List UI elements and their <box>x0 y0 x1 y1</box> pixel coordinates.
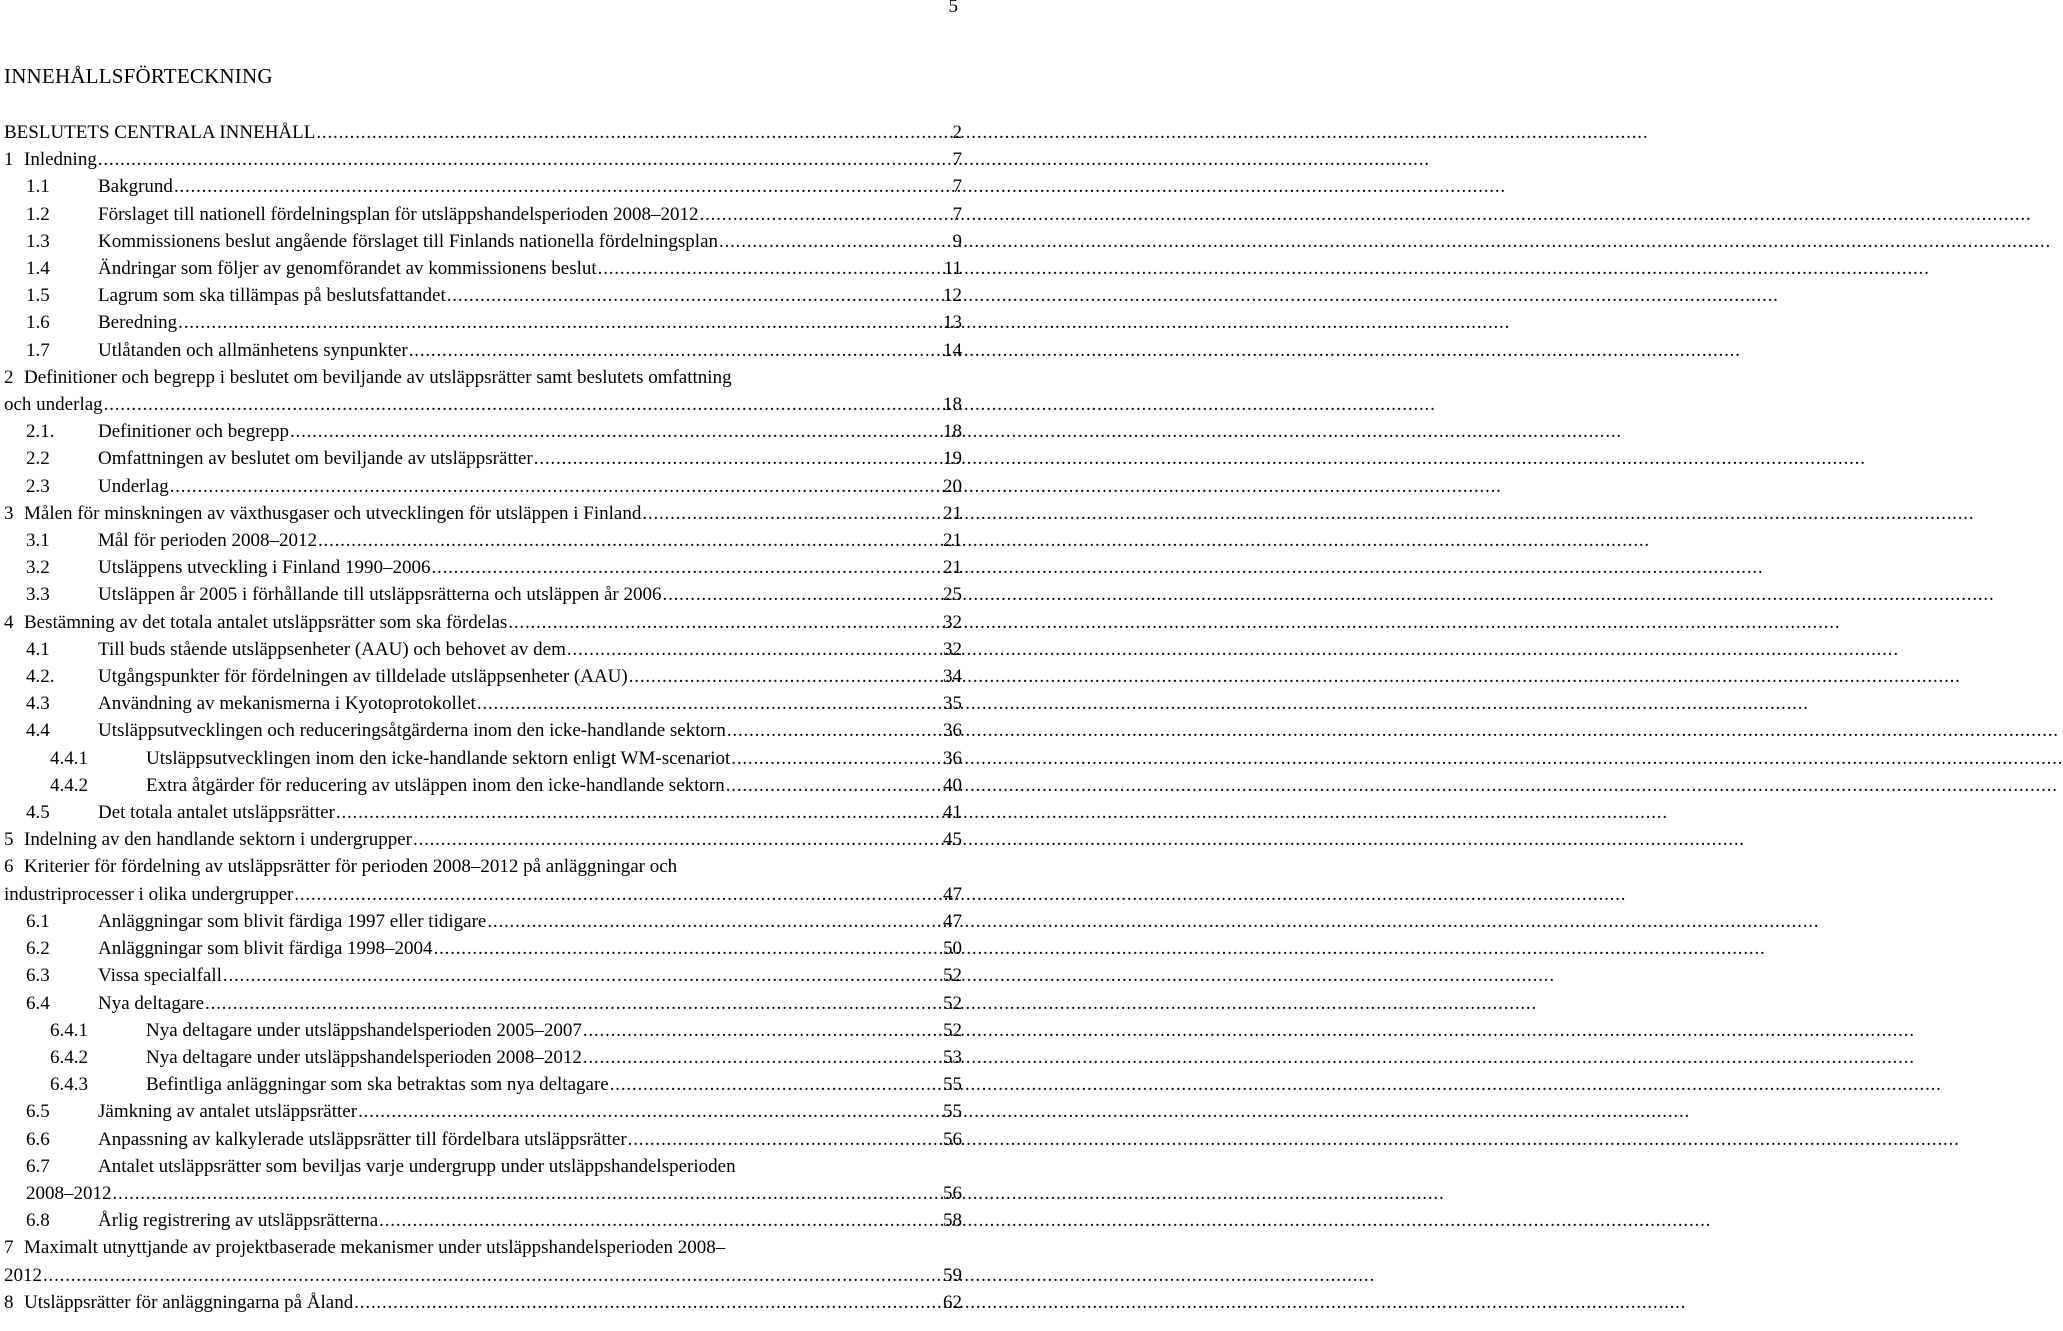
toc-entry[interactable] <box>4 962 962 989</box>
toc-entry[interactable] <box>4 636 962 663</box>
table-of-contents <box>4 119 962 1316</box>
toc-entry-title: Nya deltagare under utsläppshandelsperioden 2005–2007 <box>146 1019 582 1041</box>
toc-entry[interactable] <box>4 1207 962 1234</box>
toc-entry-title: Användning av mekanismerna i Kyotoprotokollet <box>98 693 476 715</box>
toc-entry-number: 7 <box>4 1237 14 1259</box>
toc-entry-title: Jämkning av antalet utsläppsrätter <box>98 1101 358 1123</box>
dot-leader <box>290 418 942 445</box>
toc-entry-title: Anläggningar som blivit färdiga 1998–2004 <box>98 938 433 960</box>
toc-heading: INNEHÅLLSFÖRTECKNING <box>4 64 273 88</box>
toc-entry-title-continued: och underlag <box>4 394 103 416</box>
toc-entry-title: BESLUTETS CENTRALA INNEHÅLL <box>4 122 316 143</box>
toc-entry[interactable] <box>4 228 962 255</box>
toc-entry-page: 36 <box>943 747 962 769</box>
dot-leader <box>434 935 942 962</box>
toc-entry-title: Maximalt utnyttjande av projektbaserade mekanismer under utsläppshandelsperioden 2008– <box>24 1237 726 1259</box>
toc-entry-title: Utsläppsutvecklingen inom den icke-handlande sektorn enligt WM-scenariot <box>146 747 731 769</box>
toc-entry[interactable] <box>4 581 962 608</box>
toc-entry[interactable] <box>4 1153 962 1207</box>
toc-entry-title: Det totala antalet utsläppsrätter <box>98 802 335 824</box>
toc-entry-page: 52 <box>943 1019 962 1041</box>
toc-entry-page: 47 <box>943 883 962 905</box>
toc-entry[interactable] <box>4 337 962 364</box>
toc-entry-page: 25 <box>943 584 962 606</box>
toc-entry-page: 32 <box>943 611 962 633</box>
toc-entry-title: Befintliga anläggningar som ska betraktas som nya deltagare <box>146 1074 609 1096</box>
toc-entry-title: Ändringar som följer av genomförandet av kommissionens beslut <box>98 258 597 280</box>
toc-entry-number: 1.3 <box>26 230 50 252</box>
dot-leader <box>628 1126 942 1153</box>
toc-entry-title: Utsläppsutvecklingen och reduceringsåtgärderna inom den icke-handlande sektorn <box>98 720 726 742</box>
dot-leader <box>727 717 942 744</box>
toc-entry-page: 21 <box>943 502 962 524</box>
dot-leader <box>354 1289 942 1316</box>
toc-entry-page: 19 <box>943 448 962 470</box>
toc-entry-number: 3.3 <box>26 584 50 606</box>
toc-entry-title: Nya deltagare <box>98 992 205 1014</box>
toc-entry-number: 6.4.1 <box>50 1019 88 1041</box>
toc-entry-page: 56 <box>943 1128 962 1150</box>
dot-leader <box>508 609 942 636</box>
toc-entry-number: 3.2 <box>26 557 50 579</box>
toc-entry-title: Definitioner och begrepp <box>98 421 289 443</box>
toc-entry-title: Omfattningen av beslutet om beviljande av utsläppsrätter <box>98 448 533 470</box>
toc-entry-page: 21 <box>943 530 962 552</box>
toc-entry-page: 21 <box>943 557 962 579</box>
toc-entry-title: Utsläppen år 2005 i förhållande till utsläppsrätterna och utsläppen år 2006 <box>98 584 662 606</box>
toc-entry-title: Förslaget till nationell fördelningsplan för utsläppshandelsperioden 2008–2012 <box>98 203 699 225</box>
toc-entry-page: 14 <box>943 339 962 361</box>
dot-leader <box>726 772 942 799</box>
toc-entry-page: 35 <box>943 693 962 715</box>
toc-entry-number: 4.4.1 <box>50 747 88 769</box>
toc-entry-title: Inledning <box>24 149 97 171</box>
toc-entry-page: 40 <box>943 774 962 796</box>
toc-entry-number: 4.5 <box>26 802 50 824</box>
toc-entry-title: Målen för minskningen av växthusgaser och utvecklingen för utsläppen i Finland <box>24 502 642 524</box>
page-number: 5 <box>948 0 958 17</box>
toc-entry-title: Anpassning av kalkylerade utsläppsrätter till fördelbara utsläppsrätter <box>98 1128 627 1150</box>
dot-leader <box>477 690 942 717</box>
toc-entry-title: Lagrum som ska tillämpas på beslutsfattandet <box>98 285 446 307</box>
toc-entry-number: 1.6 <box>26 312 50 334</box>
toc-entry-title: Beredning <box>98 312 178 334</box>
toc-entry-title-continued: industriprocesser i olika undergrupper <box>4 883 294 905</box>
toc-entry[interactable] <box>4 500 962 527</box>
toc-entry-number: 6.8 <box>26 1210 50 1232</box>
dot-leader <box>642 500 942 527</box>
toc-entry-number: 6.5 <box>26 1101 50 1123</box>
toc-entry[interactable] <box>4 1017 962 1044</box>
toc-entry-title: Mål för perioden 2008–2012 <box>98 530 317 552</box>
dot-leader <box>205 990 942 1017</box>
toc-entry-page: 55 <box>943 1101 962 1123</box>
dot-leader <box>719 228 951 255</box>
dot-leader <box>178 309 942 336</box>
toc-entry-title: Underlag <box>98 475 169 497</box>
dot-leader <box>379 1207 942 1234</box>
toc-entry[interactable] <box>4 255 962 282</box>
toc-entry-page: 13 <box>943 312 962 334</box>
toc-entry-number: 1.1 <box>26 176 50 198</box>
toc-entry[interactable] <box>4 1098 962 1125</box>
dot-leader <box>629 663 942 690</box>
toc-entry-title: Indelning av den handlande sektorn i undergrupper <box>24 829 412 851</box>
toc-entry[interactable] <box>4 282 962 309</box>
dot-leader <box>731 745 942 772</box>
toc-entry[interactable] <box>4 690 962 717</box>
toc-entry[interactable] <box>4 119 962 146</box>
dot-leader <box>534 445 942 472</box>
toc-entry[interactable] <box>4 473 962 500</box>
dot-leader <box>104 391 942 418</box>
toc-entry-number: 4.1 <box>26 638 50 660</box>
toc-entry-page: 32 <box>943 638 962 660</box>
dot-leader <box>98 146 952 173</box>
toc-entry-page: 12 <box>943 285 962 307</box>
toc-entry-number: 6.6 <box>26 1128 50 1150</box>
toc-entry-number: 6.4.3 <box>50 1074 88 1096</box>
toc-entry-page: 50 <box>943 938 962 960</box>
toc-entry-title: Anläggningar som blivit färdiga 1997 eller tidigare <box>98 910 487 932</box>
toc-entry-page: 41 <box>943 802 962 824</box>
toc-entry-title: Till buds stående utsläppsenheter (AAU) och behovet av dem <box>98 638 566 660</box>
toc-entry-page: 7 <box>952 176 962 198</box>
toc-entry-number: 2 <box>4 366 14 388</box>
dot-leader <box>567 636 942 663</box>
toc-entry-number: 1 <box>4 149 14 171</box>
toc-entry-title-continued: 2012 <box>4 1264 42 1286</box>
toc-entry-page: 18 <box>943 421 962 443</box>
dot-leader <box>113 1180 943 1207</box>
dot-leader <box>294 881 942 908</box>
toc-entry-page: 62 <box>943 1291 962 1313</box>
toc-entry-number: 3.1 <box>26 530 50 552</box>
toc-entry-page: 7 <box>952 203 962 225</box>
toc-entry[interactable] <box>4 309 962 336</box>
toc-entry[interactable] <box>4 364 962 418</box>
toc-entry-number: 6.7 <box>26 1155 50 1177</box>
toc-entry-title: Utgångspunkter för fördelningen av tilldelade utsläppsenheter (AAU) <box>98 666 628 688</box>
toc-entry-page: 34 <box>943 666 962 688</box>
toc-entry-number: 6.4 <box>26 992 50 1014</box>
toc-entry-title: Vissa specialfall <box>98 965 222 987</box>
toc-entry[interactable] <box>4 826 962 853</box>
toc-entry-page: 20 <box>943 475 962 497</box>
toc-entry-page: 56 <box>943 1182 962 1204</box>
toc-entry-number: 3 <box>4 502 14 524</box>
dot-leader <box>409 337 942 364</box>
dot-leader <box>43 1262 942 1289</box>
dot-leader <box>223 962 942 989</box>
dot-leader <box>170 473 942 500</box>
toc-entry[interactable] <box>4 1071 962 1098</box>
toc-entry-number: 6.3 <box>26 965 50 987</box>
toc-entry-number: 1.7 <box>26 339 50 361</box>
toc-entry-title: Bestämning av det totala antalet utsläppsrätter som ska fördelas <box>24 611 508 633</box>
toc-entry[interactable] <box>4 1234 962 1288</box>
toc-entry-number: 4.2. <box>26 666 55 688</box>
toc-entry[interactable] <box>4 1126 962 1153</box>
toc-entry-page: 47 <box>943 910 962 932</box>
toc-entry-page: 2 <box>952 122 962 143</box>
toc-entry-title: Utsläppsrätter för anläggningarna på Åland <box>24 1291 354 1313</box>
toc-entry-number: 6 <box>4 856 14 878</box>
toc-entry[interactable] <box>4 717 962 744</box>
toc-entry-number: 6.4.2 <box>50 1046 88 1068</box>
toc-entry[interactable] <box>4 745 962 772</box>
toc-entry-number: 2.2 <box>26 448 50 470</box>
toc-entry[interactable] <box>4 853 962 907</box>
toc-entry-number: 2.1. <box>26 421 55 443</box>
toc-entry[interactable] <box>4 990 962 1017</box>
toc-entry[interactable] <box>4 527 962 554</box>
toc-entry[interactable] <box>4 201 962 228</box>
dot-leader <box>610 1071 942 1098</box>
toc-entry-page: 9 <box>952 230 962 252</box>
toc-entry-title: Antalet utsläppsrätter som beviljas varje undergrupp under utsläppshandelsperioden <box>98 1155 736 1177</box>
toc-entry-page: 36 <box>943 720 962 742</box>
toc-entry-page: 58 <box>943 1210 962 1232</box>
toc-entry-title: Nya deltagare under utsläppshandelsperioden 2008–2012 <box>146 1046 582 1068</box>
toc-entry-title: Kommissionens beslut angående förslaget till Finlands nationella fördelningsplan <box>98 230 719 252</box>
toc-entry-page: 18 <box>943 394 962 416</box>
toc-entry-page: 7 <box>952 149 962 171</box>
dot-leader <box>598 255 943 282</box>
toc-entry[interactable] <box>4 146 962 173</box>
toc-entry-number: 5 <box>4 829 14 851</box>
dot-leader <box>358 1098 942 1125</box>
toc-entry[interactable] <box>4 1289 962 1316</box>
toc-entry-number: 4.4 <box>26 720 50 742</box>
dot-leader <box>583 1044 942 1071</box>
dot-leader <box>413 826 942 853</box>
dot-leader <box>336 799 942 826</box>
toc-entry[interactable] <box>4 418 962 445</box>
toc-entry-number: 4.4.2 <box>50 774 88 796</box>
toc-entry-title: Definitioner och begrepp i beslutet om beviljande av utsläppsrätter samt beslutets omfattning <box>24 366 732 388</box>
toc-entry[interactable] <box>4 173 962 200</box>
toc-entry-number: 6.1 <box>26 910 50 932</box>
dot-leader <box>487 908 942 935</box>
toc-entry-page: 55 <box>943 1074 962 1096</box>
toc-entry-number: 6.2 <box>26 938 50 960</box>
dot-leader <box>447 282 942 309</box>
toc-entry[interactable] <box>4 935 962 962</box>
toc-entry-number: 1.2 <box>26 203 50 225</box>
dot-leader <box>700 201 952 228</box>
toc-entry-title: Utsläppens utveckling i Finland 1990–2006 <box>98 557 431 579</box>
dot-leader <box>431 554 942 581</box>
toc-entry-number: 2.3 <box>26 475 50 497</box>
toc-entry-page: 59 <box>943 1264 962 1286</box>
dot-leader <box>663 581 942 608</box>
toc-entry-number: 1.4 <box>26 258 50 280</box>
toc-entry-page: 53 <box>943 1046 962 1068</box>
toc-entry[interactable] <box>4 554 962 581</box>
toc-entry-page: 52 <box>943 992 962 1014</box>
toc-entry-title: Bakgrund <box>98 176 173 198</box>
dot-leader <box>316 119 951 146</box>
toc-entry[interactable] <box>4 609 962 636</box>
toc-entry-title: Kriterier för fördelning av utsläppsrätter för perioden 2008–2012 på anläggningar och <box>24 856 678 878</box>
toc-entry-title: Utlåtanden och allmänhetens synpunkter <box>98 339 408 361</box>
toc-entry-title: Extra åtgärder för reducering av utsläppen inom den icke-handlande sektorn <box>146 774 725 796</box>
toc-entry[interactable] <box>4 663 962 690</box>
toc-entry-number: 4.3 <box>26 693 50 715</box>
toc-entry[interactable] <box>4 799 962 826</box>
dot-leader <box>174 173 952 200</box>
dot-leader <box>318 527 942 554</box>
toc-entry-number: 1.5 <box>26 285 50 307</box>
toc-entry-number: 4 <box>4 611 14 633</box>
toc-entry-page: 11 <box>943 258 962 280</box>
toc-entry[interactable] <box>4 772 962 799</box>
toc-entry-title: Årlig registrering av utsläppsrätterna <box>98 1210 379 1232</box>
toc-entry-page: 45 <box>943 829 962 851</box>
toc-entry-number: 8 <box>4 1291 14 1313</box>
toc-entry-page: 52 <box>943 965 962 987</box>
toc-entry-title-continued: 2008–2012 <box>26 1182 112 1204</box>
toc-entry[interactable] <box>4 445 962 472</box>
dot-leader <box>583 1017 942 1044</box>
toc-entry[interactable] <box>4 908 962 935</box>
toc-entry[interactable] <box>4 1044 962 1071</box>
